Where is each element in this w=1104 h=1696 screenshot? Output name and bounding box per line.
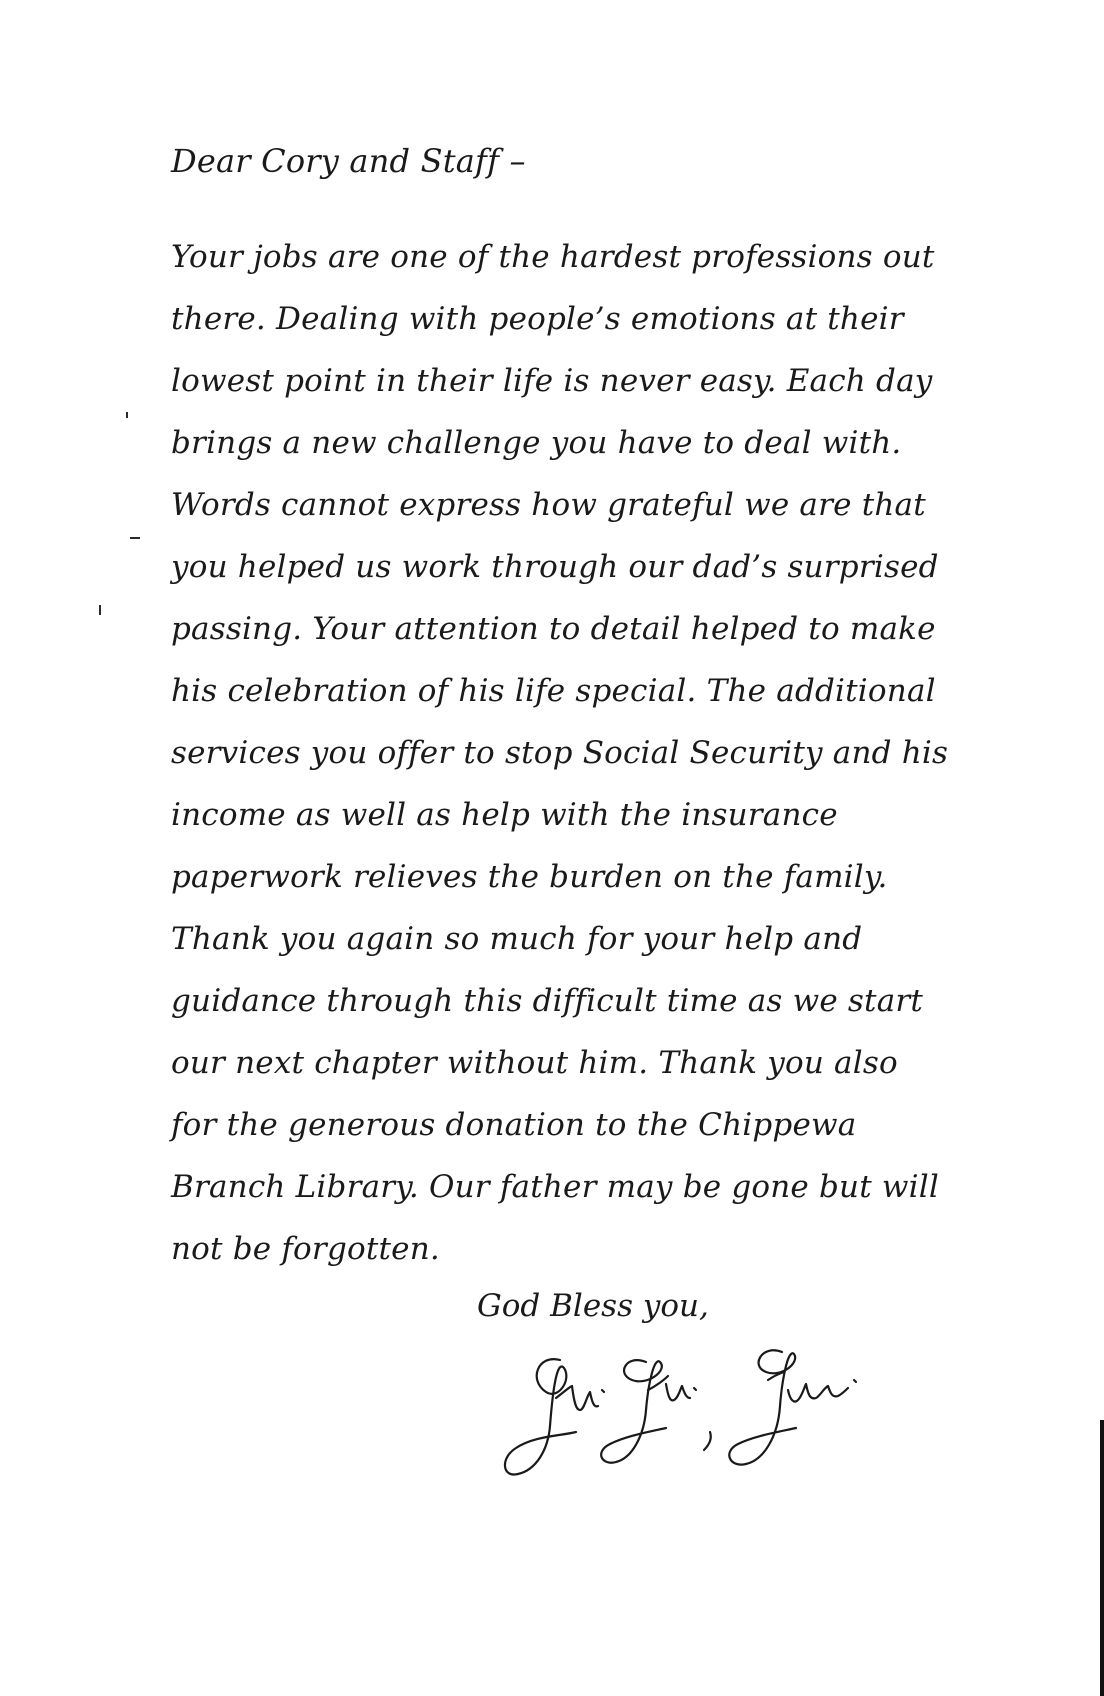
scan-edge-line (1100, 1420, 1104, 1696)
letter-body-line: income as well as help with the insurance (171, 797, 838, 833)
scan-speck (99, 605, 101, 615)
letter-salutation: Dear Cory and Staff – (171, 142, 526, 180)
scan-speck (126, 412, 128, 418)
letter-body-line: Branch Library. Our father may be gone but will (171, 1169, 940, 1205)
letter-body-line: Words cannot express how grateful we are that (171, 487, 926, 523)
letter-body-line: for the generous donation to the Chippewa (171, 1107, 857, 1143)
letter-body-line: paperwork relieves the burden on the family. (171, 859, 888, 895)
letter-body-line: guidance through this difficult time as we start (171, 983, 924, 1019)
letter-body-line: brings a new challenge you have to deal with. (171, 425, 902, 461)
handwritten-signature (498, 1340, 968, 1500)
letter-body (171, 226, 948, 1280)
scan-speck (130, 537, 140, 539)
letter-body-line: passing. Your attention to detail helped to make (171, 611, 936, 647)
letter-closing: God Bless you, (477, 1288, 709, 1324)
letter-body-line: not be forgotten. (171, 1231, 440, 1267)
letter-body-line: our next chapter without him. Thank you also (171, 1045, 898, 1081)
letter-body-line: Your jobs are one of the hardest professions out (171, 239, 935, 275)
letter-body-line: services you offer to stop Social Security and his (171, 735, 949, 771)
letter-body-line: Thank you again so much for your help and (171, 921, 863, 957)
letter-body-line: lowest point in their life is never easy. Each day (171, 363, 933, 399)
letter-body-line: you helped us work through our dad’s surprised (171, 549, 939, 585)
letter-body-line: there. Dealing with people’s emotions at their (171, 301, 904, 337)
letter-body-line: his celebration of his life special. The additional (171, 673, 936, 709)
